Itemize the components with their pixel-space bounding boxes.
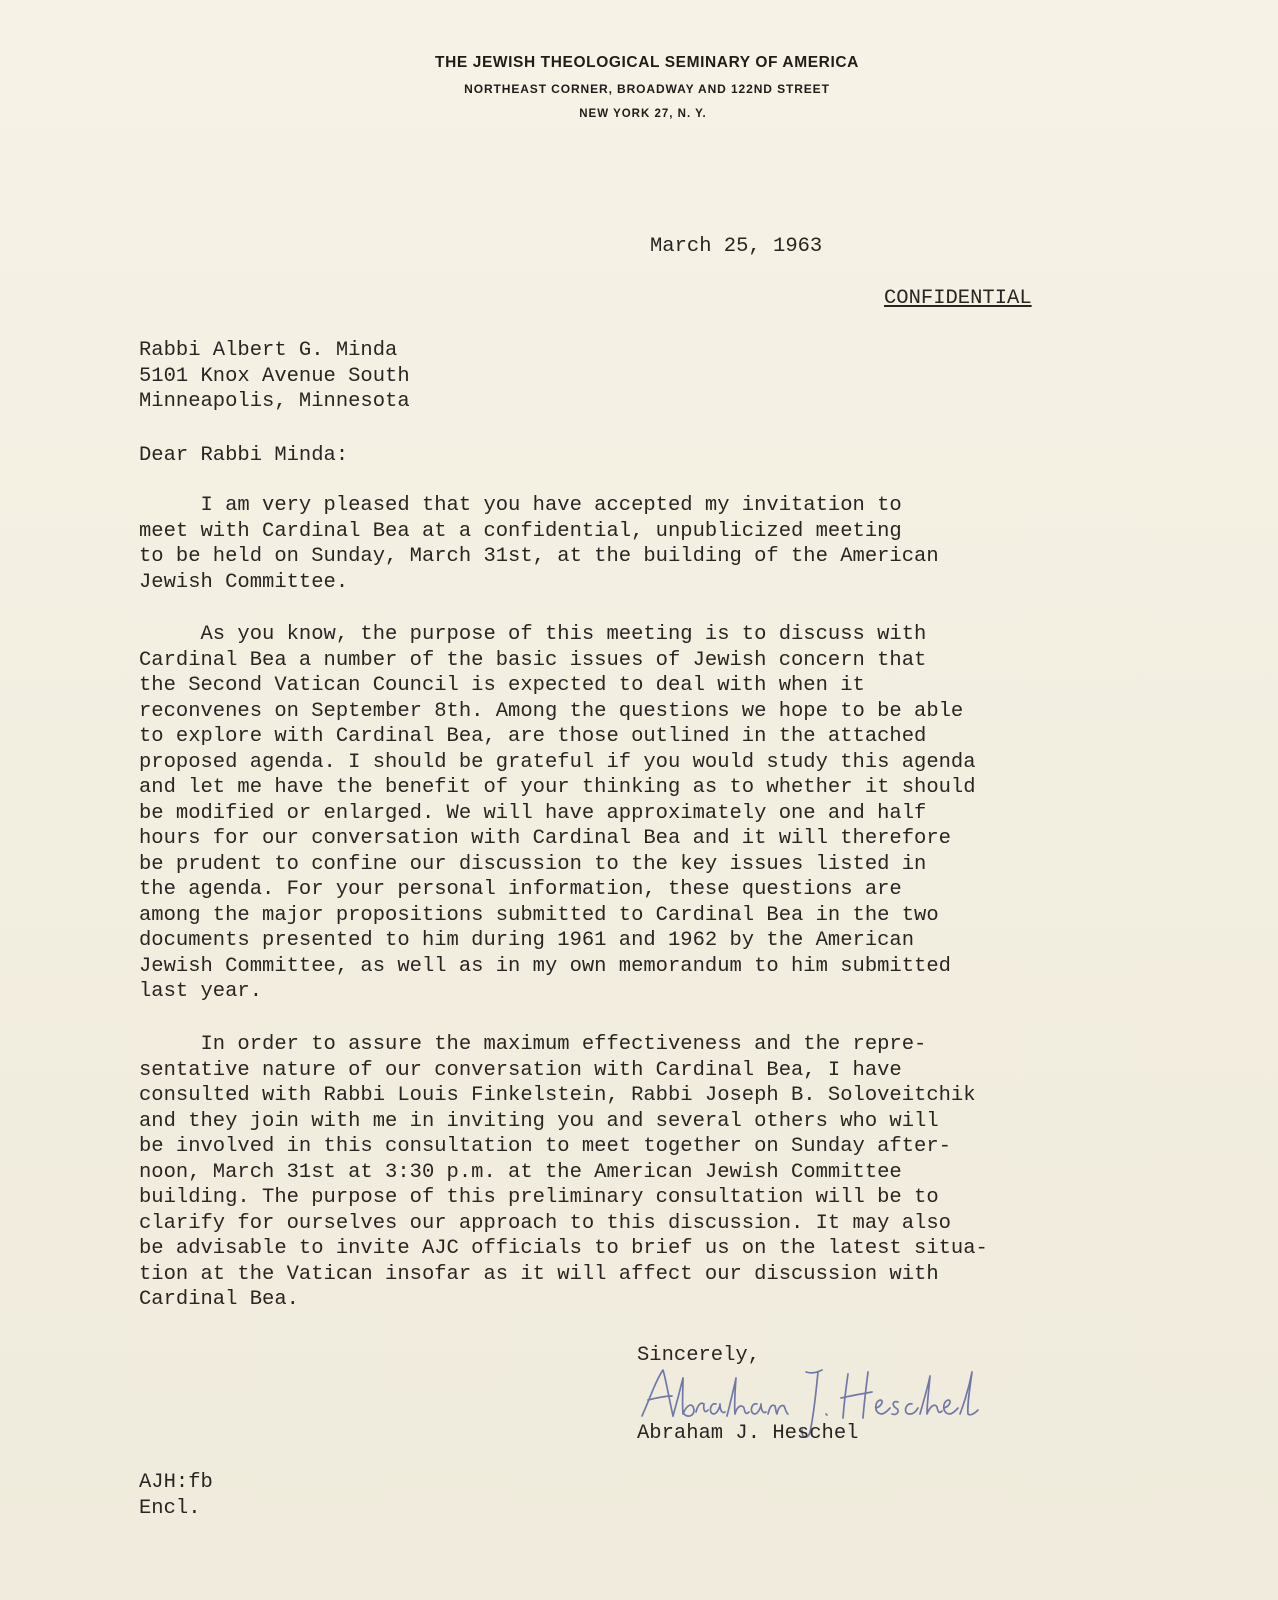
- letter-date: March 25, 1963: [650, 235, 823, 258]
- paragraph-line: sentative nature of our conversation with Cardinal Bea, I have: [139, 1058, 902, 1082]
- paragraph-line: be involved in this consultation to meet together on Sunday after-: [139, 1135, 951, 1158]
- reference-block: [139, 1470, 213, 1521]
- paragraph-line: proposed agenda. I should be grateful if you would study this agenda: [139, 750, 976, 774]
- body-paragraph-2: [139, 622, 976, 1005]
- confidential-label: CONFIDENTIAL: [884, 287, 1032, 310]
- paragraph-line: among the major propositions submitted to Cardinal Bea in the two: [139, 903, 939, 927]
- reference-initials: AJH:fb: [139, 1471, 213, 1494]
- paragraph-line: the agenda. For your personal information, these questions are: [139, 878, 902, 901]
- paragraph-line: hours for our conversation with Cardinal Bea and it will therefore: [139, 827, 951, 850]
- recipient-street: 5101 Knox Avenue South: [139, 364, 410, 388]
- paragraph-line: to be held on Sunday, March 31st, at the building of the American: [139, 545, 939, 568]
- paragraph-line: tion at the Vatican insofar as it will affect our discussion with: [139, 1262, 939, 1286]
- signer-name: Abraham J. Heschel: [637, 1422, 859, 1445]
- paragraph-line: to explore with Cardinal Bea, are those outlined in the attached: [139, 725, 927, 748]
- body-paragraph-1: [139, 493, 939, 595]
- paragraph-line: clarify for ourselves our approach to this discussion. It may also: [139, 1211, 951, 1235]
- salutation: Dear Rabbi Minda:: [139, 444, 349, 467]
- letterhead-name: THE JEWISH THEOLOGICAL SEMINARY OF AMERICA: [435, 54, 859, 71]
- paragraph-line: Jewish Committee.: [139, 570, 349, 594]
- recipient-address: [139, 338, 410, 415]
- closing: Sincerely,: [637, 1344, 761, 1367]
- paragraph-line: be advisable to invite AJC officials to brief us on the latest situa-: [139, 1237, 988, 1260]
- paragraph-line: building. The purpose of this preliminary consultation will be to: [139, 1186, 939, 1209]
- paragraph-line: In order to assure the maximum effectiveness and the repre-: [139, 1033, 927, 1056]
- paragraph-line: I am very pleased that you have accepted my invitation to: [139, 494, 902, 517]
- paragraph-line: Cardinal Bea a number of the basic issues of Jewish concern that: [139, 648, 927, 672]
- paragraph-line: As you know, the purpose of this meeting is to discuss with: [139, 623, 927, 646]
- paragraph-line: be prudent to confine our discussion to the key issues listed in: [139, 852, 927, 876]
- recipient-name: Rabbi Albert G. Minda: [139, 339, 398, 362]
- paragraph-line: consulted with Rabbi Louis Finkelstein, Rabbi Joseph B. Soloveitchik: [139, 1084, 976, 1107]
- paragraph-line: documents presented to him during 1961 and 1962 by the American: [139, 929, 915, 952]
- paragraph-line: be modified or enlarged. We will have approximately one and half: [139, 801, 927, 825]
- paragraph-line: reconvenes on September 8th. Among the questions we hope to be able: [139, 699, 964, 723]
- paragraph-line: Jewish Committee, as well as in my own memorandum to him submitted: [139, 954, 951, 978]
- paragraph-line: Cardinal Bea.: [139, 1288, 299, 1311]
- paragraph-line: meet with Cardinal Bea at a confidential, unpublicized meeting: [139, 519, 902, 543]
- letterhead-address-line1: NORTHEAST CORNER, BROADWAY AND 122ND STREET: [464, 82, 830, 96]
- recipient-city: Minneapolis, Minnesota: [139, 390, 410, 413]
- enclosure-note: Encl.: [139, 1496, 201, 1520]
- paragraph-line: last year.: [139, 980, 263, 1003]
- paragraph-line: the Second Vatican Council is expected to deal with when it: [139, 674, 865, 697]
- letterhead-address-line2: NEW YORK 27, N. Y.: [579, 108, 707, 120]
- paragraph-line: noon, March 31st at 3:30 p.m. at the American Jewish Committee: [139, 1160, 902, 1184]
- paragraph-line: and let me have the benefit of your thinking as to whether it should: [139, 776, 976, 799]
- body-paragraph-3: [139, 1032, 988, 1313]
- paragraph-line: and they join with me in inviting you and several others who will: [139, 1109, 939, 1133]
